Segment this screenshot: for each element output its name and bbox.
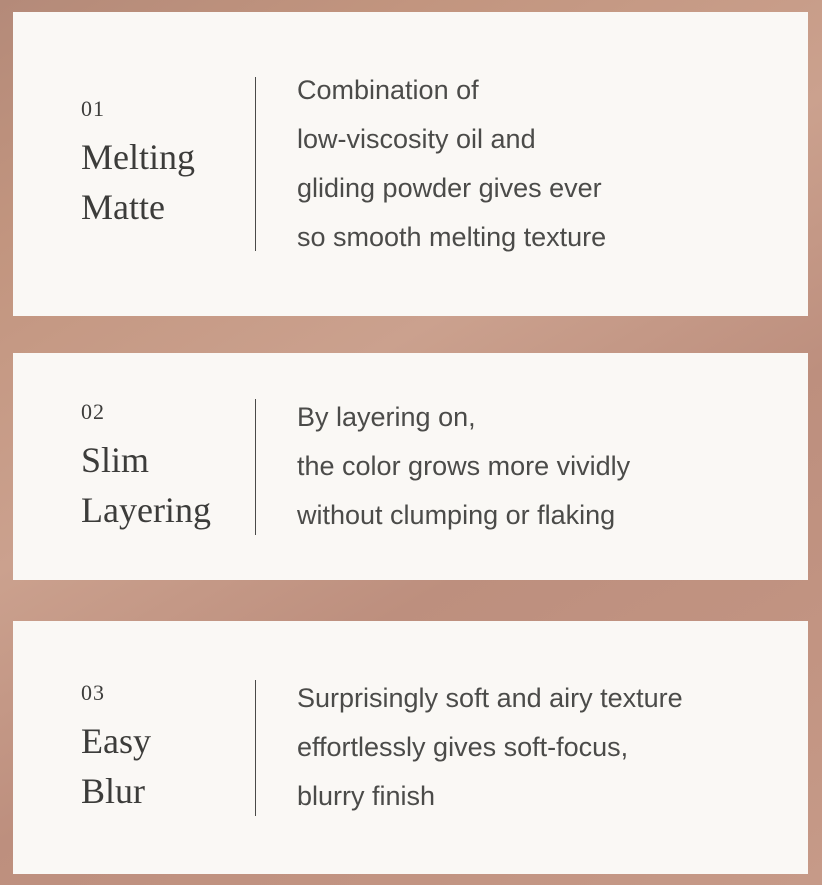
description-line: the color grows more vividly [297, 451, 631, 481]
feature-number: 01 [81, 96, 105, 121]
feature-description [256, 66, 808, 262]
feature-title-line: Easy [81, 720, 151, 761]
feature-title-line: Layering [81, 489, 211, 530]
feature-card-slim-layering [13, 353, 808, 580]
feature-description [256, 393, 808, 540]
feature-number: 03 [81, 679, 105, 705]
description-line: blurry finish [297, 781, 436, 811]
feature-title [81, 132, 255, 232]
feature-card-easy-blur [13, 621, 808, 874]
description-line: low-viscosity oil and [297, 124, 536, 154]
feature-heading-block [81, 680, 255, 816]
description-line: effortlessly gives soft-focus, [297, 732, 629, 762]
description-line: without clumping or flaking [297, 500, 616, 530]
feature-number: 02 [81, 398, 105, 424]
description-line: Surprisingly soft and airy texture [297, 683, 683, 713]
feature-heading-block [81, 399, 255, 535]
feature-title-line: Matte [81, 187, 165, 227]
description-line: Combination of [297, 75, 479, 105]
feature-description [256, 674, 808, 821]
feature-heading-block [81, 96, 255, 232]
feature-title [81, 435, 255, 535]
description-line: By layering on, [297, 402, 476, 432]
description-line: so smooth melting texture [297, 222, 607, 252]
feature-title-line: Blur [81, 770, 146, 811]
feature-title [81, 716, 255, 816]
feature-card-melting-matte [13, 12, 808, 316]
feature-title-line: Melting [81, 137, 195, 177]
description-line: gliding powder gives ever [297, 173, 602, 203]
feature-title-line: Slim [81, 439, 150, 480]
